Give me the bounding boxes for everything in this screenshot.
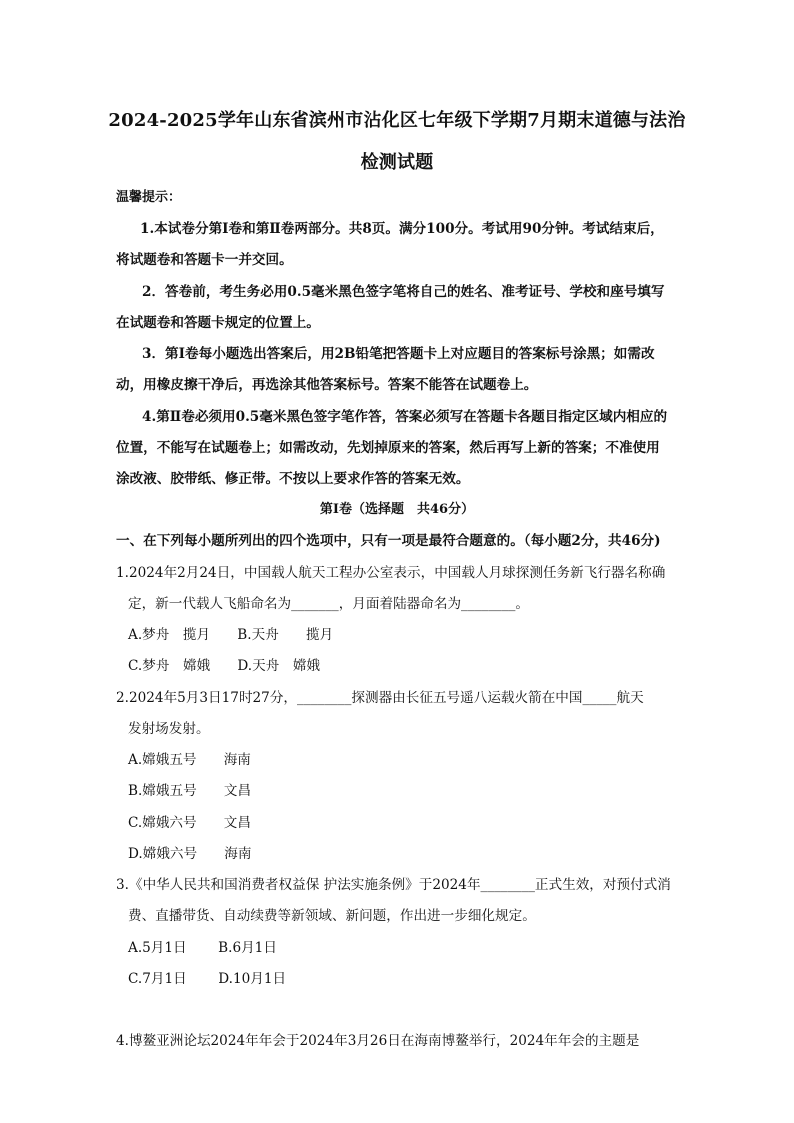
question-2-option-a: A.嫦娥五号 海南	[128, 752, 251, 768]
question-2-line-2: 发射场发射。	[128, 721, 210, 737]
tip-3-line-2: 动，用橡皮擦干净后，再选涂其他答案标号。答案不能答在试题卷上。	[116, 377, 538, 393]
tip-1-line-2: 将试题卷和答题卡一并交回。	[116, 252, 293, 268]
tip-1-line-1: 1.本试卷分第Ⅰ卷和第Ⅱ卷两部分。共8页。满分100分。考试用90分钟。考试结束后，	[140, 221, 664, 237]
question-1-line-1: 1.2024年2月24日，中国载人航天工程办公室表示，中国载人月球探测任务新飞行器名称确	[116, 565, 666, 581]
question-3-line-2: 费、直播带货、自动续费等新领域、新问题，作出进一步细化规定。	[128, 908, 536, 924]
section-title: 第Ⅰ卷（选择题 共46分）	[319, 502, 475, 517]
question-2-option-b: B.嫦娥五号 文昌	[128, 783, 252, 799]
section-instruction: 一、在下列每小题所列出的四个选项中，只有一项是最符合题意的。（每小题2分，共46分)	[116, 533, 661, 549]
tip-2-line-1: 2．答卷前，考生务必用0.5毫米黑色签字笔将自己的姓名、准考证号、学校和座号填写	[142, 284, 665, 300]
question-2-option-d: D.嫦娥六号 海南	[128, 846, 252, 862]
question-1-line-2: 定，新一代载人飞船命名为_______，月面着陆器命名为________。	[128, 596, 530, 612]
question-2-option-c: C.嫦娥六号 文昌	[128, 815, 251, 831]
page-title-continued: 检测试题	[360, 152, 434, 173]
question-4-line-1: 4.博鳌亚洲论坛2024年年会于2024年3月26日在海南博鳌举行，2024年年会的主题是	[116, 1033, 640, 1049]
tip-2-line-2: 在试题卷和答题卡规定的位置上。	[116, 315, 320, 331]
page-title: 2024-2025学年山东省滨州市沾化区七年级下学期7月期末道德与法治	[108, 110, 686, 131]
tip-4-line-2: 位置，不能写在试题卷上；如需改动，先划掉原来的答案，然后再写上新的答案；不准使用	[116, 440, 660, 456]
question-3-options-1: A.5月1日 B.6月1日	[128, 940, 277, 956]
tip-4-line-3: 涂改液、胶带纸、修正带。不按以上要求作答的答案无效。	[116, 471, 470, 487]
question-3-line-1: 3.《中华人民共和国消费者权益保 护法实施条例》于2024年________正式生效，对预付式消	[116, 877, 671, 893]
tips-heading: 温馨提示：	[116, 190, 182, 205]
tip-4-line-1: 4.第Ⅱ卷必须用0.5毫米黑色签字笔作答，答案必须写在答题卡各题目指定区域内相应的	[142, 409, 668, 425]
question-1-options-2: C.梦舟 嫦娥 D.天舟 嫦娥	[128, 658, 321, 674]
tip-3-line-1: 3．第Ⅰ卷每小题选出答案后，用2B铅笔把答题卡上对应题目的答案标号涂黑；如需改	[142, 346, 655, 362]
question-3-options-2: C.7月1日 D.10月1日	[128, 971, 287, 987]
question-2-line-1: 2.2024年5月3日17时27分，________探测器由长征五号遥八运载火箭在中国_____航天	[116, 690, 644, 706]
question-1-options-1: A.梦舟 揽月 B.天舟 揽月	[128, 627, 334, 643]
